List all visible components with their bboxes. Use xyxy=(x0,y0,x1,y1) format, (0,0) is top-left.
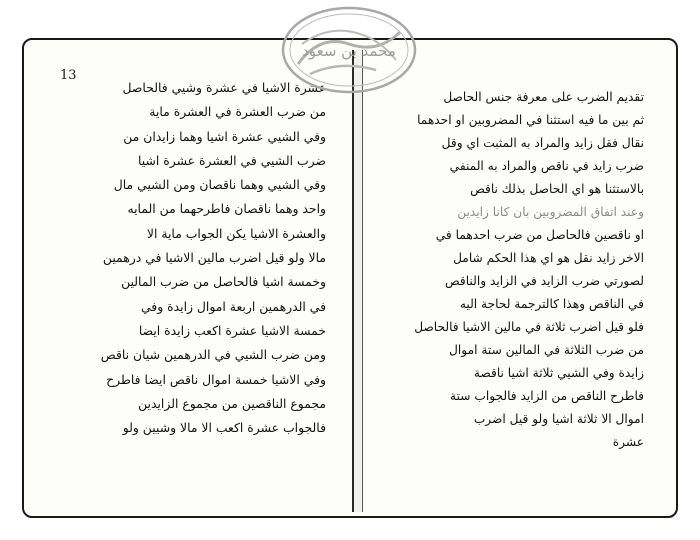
text-line: مالا ولو قيل اضرب مالين الاشيا في درهمين xyxy=(102,250,326,266)
left-page xyxy=(24,40,354,516)
text-line: فلو قيل اضرب ثلاثة في مالين الاشيا فالحاصل xyxy=(414,320,644,334)
text-line: وفي الاشيا خمسة اموال ناقص ايضا فاطرح xyxy=(106,371,326,387)
seal-lettering: محمد بن سعود xyxy=(302,42,396,60)
right-page-text xyxy=(382,86,644,454)
text-line: وفي الشيي وهما ناقصان ومن الشيي مال xyxy=(113,177,326,193)
text-line: لصورتي ضرب الزايد في الزايد والناقص xyxy=(444,274,644,288)
text-line: ومن ضرب الشيي في الدرهمين شيان ناقص xyxy=(100,347,326,363)
text-line: زايدة وفي الشيي ثلاثة اشيا ناقصة xyxy=(473,366,644,380)
library-seal-stamp xyxy=(280,4,418,96)
text-line: بالاستثنا هو اي الحاصل بذلك ناقص xyxy=(470,182,644,196)
text-line: وخمسة اشيا فالحاصل من ضرب المالين xyxy=(121,274,326,290)
manuscript-spread xyxy=(22,38,678,518)
text-line: عشرة xyxy=(612,435,644,449)
text-line: مجموع الناقصين من مجموع الزايدين xyxy=(138,395,326,411)
text-line: والعشرة الاشيا يكن الجواب ماية الا xyxy=(146,225,326,241)
text-line: من ضرب الثلاثة في المالين ستة اموال xyxy=(449,343,644,357)
text-line: واحد وهما ناقصان فاطرحهما من المايه xyxy=(127,201,326,217)
text-line: الاخر زايد نقل هو اي هذا الحكم شامل xyxy=(453,251,644,265)
left-page-text xyxy=(80,76,326,440)
text-line: وفي الشيي عشرة اشيا وهما زايدان من xyxy=(123,128,326,144)
text-line: تقديم الضرب على معرفة جنس الحاصل xyxy=(443,90,644,104)
text-line: اموال الا ثلاثة اشيا ولو قيل اضرب xyxy=(473,412,644,426)
text-line: خمسة الاشيا عشرة اكعب زايدة ايضا xyxy=(138,322,326,338)
text-line: ثم بين ما فيه استثنا في المضروبين او احدهما xyxy=(417,113,644,127)
folio-number: 13 xyxy=(60,68,77,83)
text-line: في الناقص وهذا كالترجمة لحاجة اليه xyxy=(459,297,644,311)
text-line: ضرب زايد في ناقص والمراد به المنفي xyxy=(449,159,644,173)
right-page xyxy=(354,40,676,516)
text-line: عشرة الاشيا في عشرة وشيي فالحاصل xyxy=(122,80,326,95)
text-line: او ناقصين فالحاصل من ضرب احدهما في xyxy=(435,228,644,242)
text-line: في الدرهمين اربعة اموال زايدة وفي xyxy=(140,298,326,314)
text-line: من ضرب العشرة في العشرة ماية xyxy=(149,104,326,120)
text-line: فاطرح الناقص من الزايد فالجواب ستة xyxy=(450,389,644,403)
text-line: نقال فقل زايد والمراد به المثبت اي وقل xyxy=(441,136,644,150)
text-line: ضرب الشيي في العشرة عشرة اشيا xyxy=(138,152,326,168)
text-line: وعند اتفاق المضروبين بان كانا زايدين xyxy=(457,205,644,219)
text-line: فالجواب عشرة اكعب الا مالا وشيين ولو xyxy=(122,420,326,436)
